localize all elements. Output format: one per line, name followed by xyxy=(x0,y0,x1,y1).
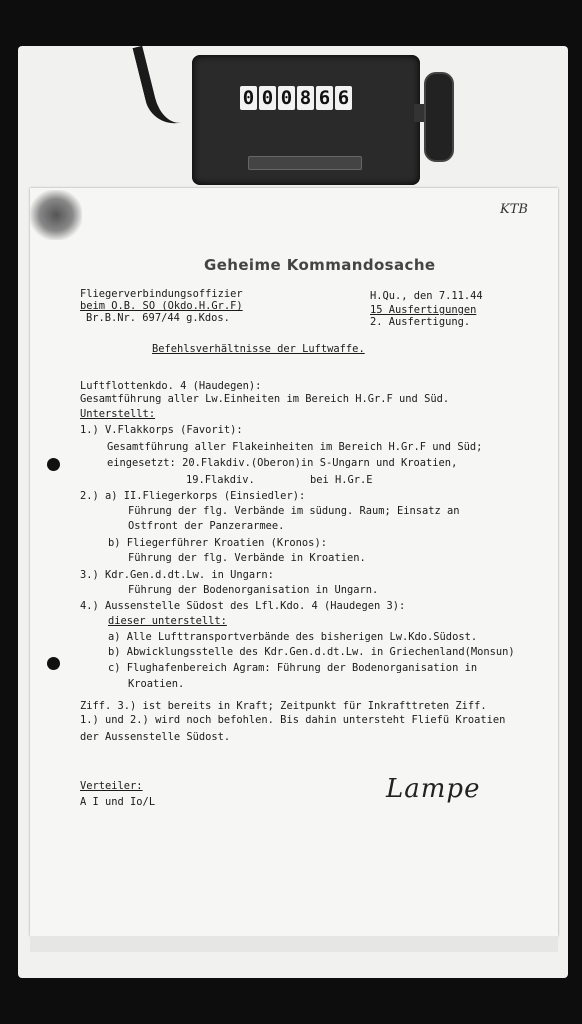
reference-number: Br.B.Nr. 697/44 g.Kdos. xyxy=(86,312,230,324)
distribution-list: A I und Io/L xyxy=(80,796,156,808)
body-line: dieser unterstellt: xyxy=(108,615,227,627)
body-line: Führung der flg. Verbände in Kroatien. xyxy=(128,552,366,564)
body-line: Führung der flg. Verbände im südung. Raum; Einsatz an xyxy=(128,505,460,517)
body-line: Gesamtführung aller Flakeinheiten im Bereich H.Gr.F und Süd; xyxy=(107,441,483,453)
paper-stain xyxy=(30,190,82,240)
frame-counter-display xyxy=(240,86,352,112)
sender-line: beim O.B. SO (Okdo.H.Gr.F) xyxy=(80,300,243,312)
place-date: H.Qu., den 7.11.44 xyxy=(370,290,483,302)
counter-digit: 6 xyxy=(335,86,352,110)
counter-digit: 6 xyxy=(316,86,333,110)
body-line: b) Fliegerführer Kroatien (Kronos): xyxy=(108,537,327,549)
body-line: 19.Flakdiv. xyxy=(186,474,255,486)
sender-line: Fliegerverbindungsoffizier xyxy=(80,288,243,300)
classification-stamp: Geheime Kommandosache xyxy=(204,256,436,274)
body-line: Führung der Bodenorganisation in Ungarn. xyxy=(128,584,379,596)
body-line: c) Flughafenbereich Agram: Führung der Bodenorganisation in xyxy=(108,662,478,674)
page-edge xyxy=(30,936,558,952)
body-line: 1.) und 2.) wird noch befohlen. Bis dahin untersteht Fliefü Kroatien xyxy=(80,714,506,726)
body-line: a) Alle Lufttransportverbände des bisherigen Lw.Kdo.Südost. xyxy=(108,631,478,643)
counter-digit: 0 xyxy=(240,86,257,110)
body-line: Kroatien. xyxy=(128,678,185,690)
counter-digit: 0 xyxy=(259,86,276,110)
margin-note: KTB xyxy=(500,202,528,217)
body-line: Ziff. 3.) ist bereits in Kraft; Zeitpunkt für Inkrafttreten Ziff. xyxy=(80,700,487,712)
punch-hole xyxy=(47,458,60,471)
counter-knob xyxy=(424,72,454,162)
body-line: Gesamtführung aller Lw.Einheiten im Bereich H.Gr.F und Süd. xyxy=(80,393,450,405)
body-line: 2.) a) II.Fliegerkorps (Einsiedler): xyxy=(80,490,306,502)
body-line: Luftflottenkdo. 4 (Haudegen): xyxy=(80,380,262,392)
body-line: eingesetzt: 20.Flakdiv.(Oberon)in S-Ungarn und Kroatien, xyxy=(107,457,458,469)
body-line: 3.) Kdr.Gen.d.dt.Lw. in Ungarn: xyxy=(80,569,274,581)
signature: Lampe xyxy=(386,774,481,804)
subject-line: Befehlsverhältnisse der Luftwaffe. xyxy=(152,343,365,355)
counter-digit: 8 xyxy=(297,86,314,110)
copies-count: 15 Ausfertigungen xyxy=(370,304,477,316)
body-line: der Aussenstelle Südost. xyxy=(80,731,231,743)
body-line: bei H.Gr.E xyxy=(310,474,373,486)
body-line: 4.) Aussenstelle Südost des Lfl.Kdo. 4 (Haudegen 3): xyxy=(80,600,406,612)
body-line: Unterstellt: xyxy=(80,408,156,420)
body-line: 1.) V.Flakkorps (Favorit): xyxy=(80,424,243,436)
punch-hole xyxy=(47,657,60,670)
counter-digit: 0 xyxy=(278,86,295,110)
body-line: b) Abwicklungsstelle des Kdr.Gen.d.dt.Lw. in Griechenland(Monsun) xyxy=(108,646,515,658)
distribution-label: Verteiler: xyxy=(80,780,143,792)
body-line: Ostfront der Panzerarmee. xyxy=(128,520,285,532)
copy-number: 2. Ausfertigung. xyxy=(370,316,471,328)
counter-slot xyxy=(248,156,362,170)
